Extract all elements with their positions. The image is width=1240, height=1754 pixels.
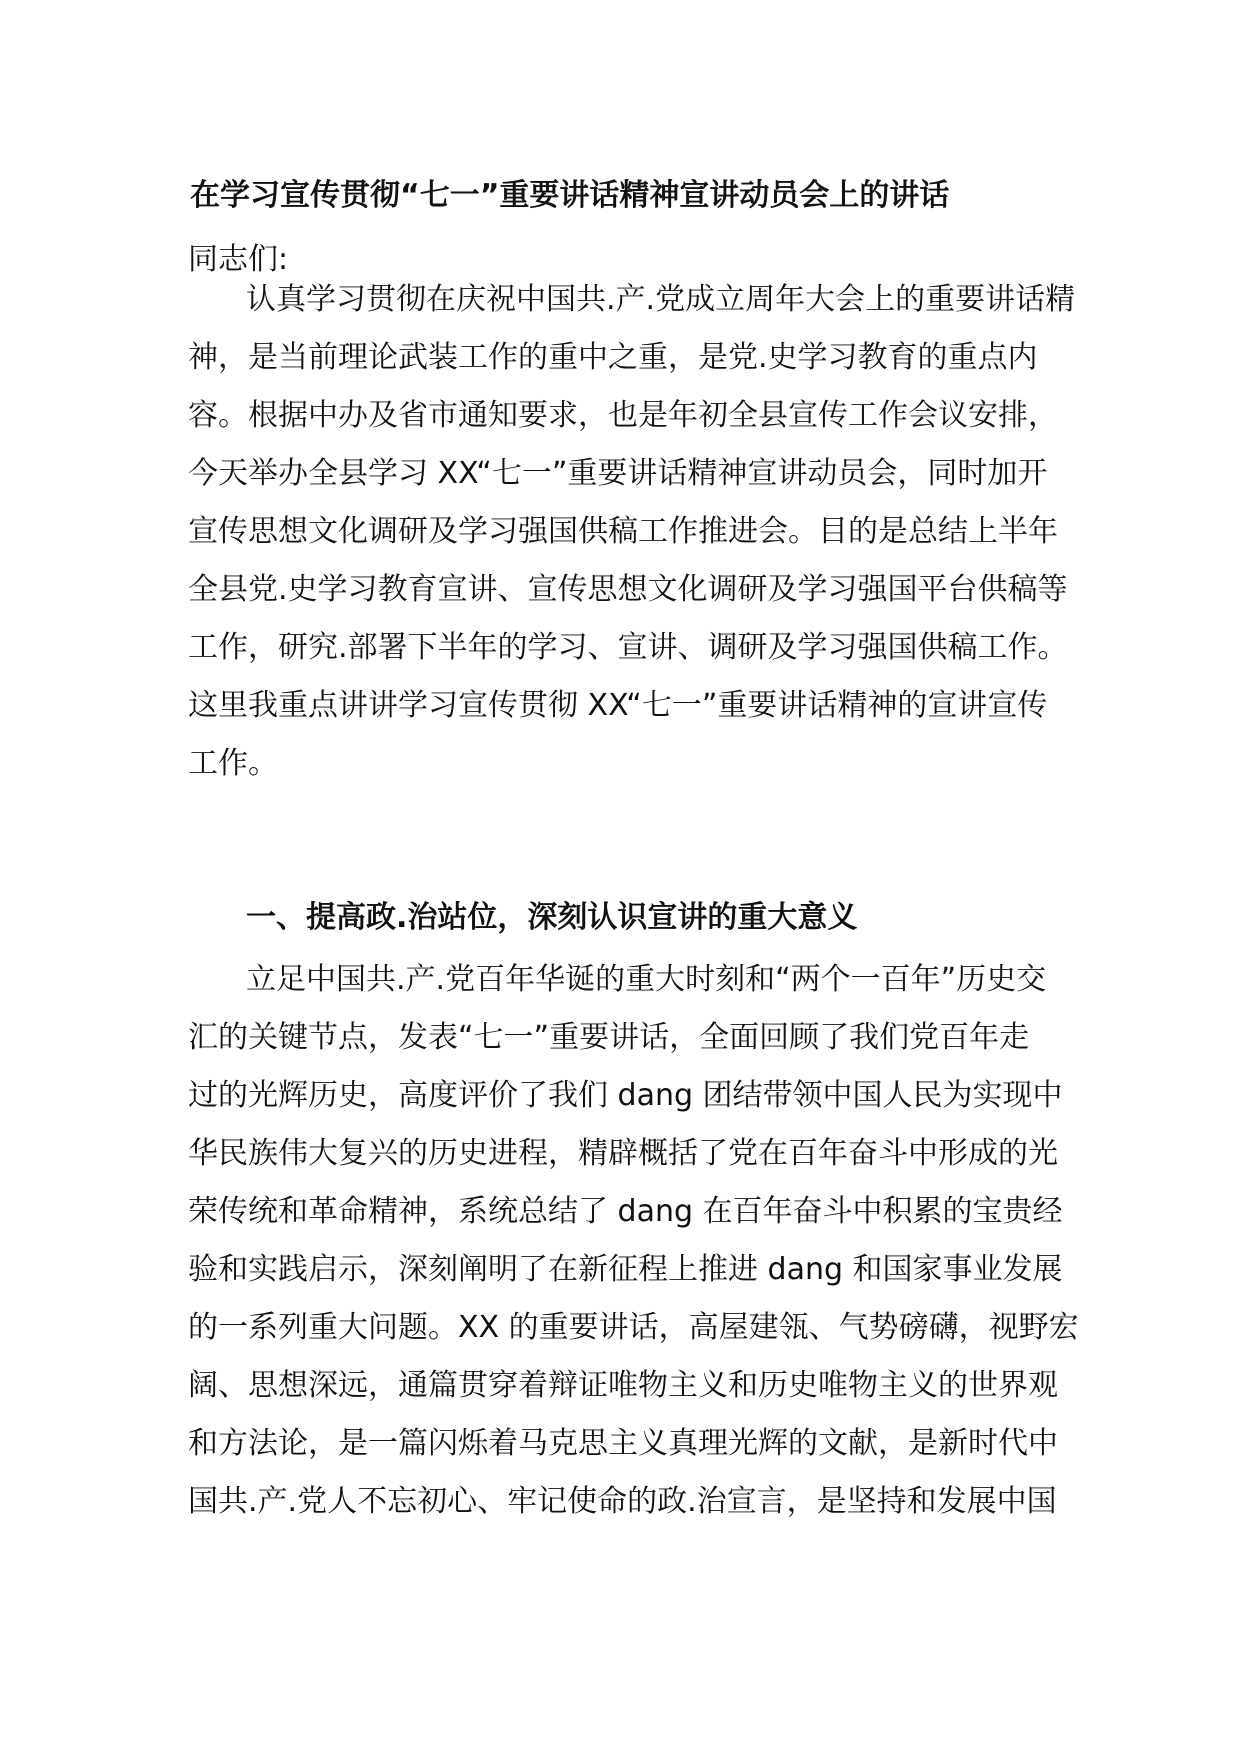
- document-title: 在学习宣传贯彻“七一”重要讲话精神宣讲动员会上的讲话: [190, 178, 950, 213]
- paragraph-line: 验和实践启示，深刻阐明了在新征程上推进 dang 和国家事业发展: [188, 1252, 1063, 1287]
- paragraph-line: 立足中国共.产.党百年华诞的重大时刻和“两个一百年”历史交: [246, 962, 1047, 997]
- paragraph-line: 的一系列重大问题。XX 的重要讲话，高屋建瓴、气势磅礴，视野宏: [188, 1310, 1079, 1345]
- paragraph-line: 和方法论，是一篇闪烁着马克思主义真理光辉的文献，是新时代中: [188, 1426, 1058, 1461]
- paragraph-line: 阔、思想深远，通篇贯穿着辩证唯物主义和历史唯物主义的世界观: [188, 1368, 1058, 1403]
- paragraph-line: 今天举办全县学习 XX“七一”重要讲话精神宣讲动员会，同时加开: [188, 456, 1048, 491]
- paragraph-line: 华民族伟大复兴的历史进程，精辟概括了党在百年奋斗中形成的光: [188, 1136, 1058, 1171]
- paragraph-line: 这里我重点讲讲学习宣传贯彻 XX“七一”重要讲话精神的宣讲宣传: [188, 688, 1048, 723]
- paragraph-line: 工作。: [188, 746, 278, 781]
- section-heading-1: 一、提高政.治站位，深刻认识宣讲的重大意义: [246, 900, 858, 935]
- paragraph-line: 容。根据中办及省市通知要求，也是年初全县宣传工作会议安排，: [188, 398, 1058, 433]
- salutation: 同志们:: [188, 242, 289, 277]
- paragraph-line: 荣传统和革命精神，系统总结了 dang 在百年奋斗中积累的宝贵经: [188, 1194, 1063, 1229]
- paragraph-line: 认真学习贯彻在庆祝中国共.产.党成立周年大会上的重要讲话精: [246, 282, 1076, 317]
- paragraph-line: 汇的关键节点，发表“七一”重要讲话，全面回顾了我们党百年走: [188, 1020, 1030, 1055]
- paragraph-line: 神，是当前理论武装工作的重中之重，是党.史学习教育的重点内: [188, 340, 1038, 375]
- paragraph-line: 国共.产.党人不忘初心、牢记使命的政.治宣言，是坚持和发展中国: [188, 1484, 1057, 1519]
- paragraph-line: 工作，研究.部署下半年的学习、宣讲、调研及学习强国供稿工作。: [188, 630, 1068, 665]
- paragraph-line: 全县党.史学习教育宣讲、宣传思想文化调研及学习强国平台供稿等: [188, 572, 1068, 607]
- paragraph-line: 过的光辉历史，高度评价了我们 dang 团结带领中国人民为实现中: [188, 1078, 1063, 1113]
- paragraph-line: 宣传思想文化调研及学习强国供稿工作推进会。目的是总结上半年: [188, 514, 1058, 549]
